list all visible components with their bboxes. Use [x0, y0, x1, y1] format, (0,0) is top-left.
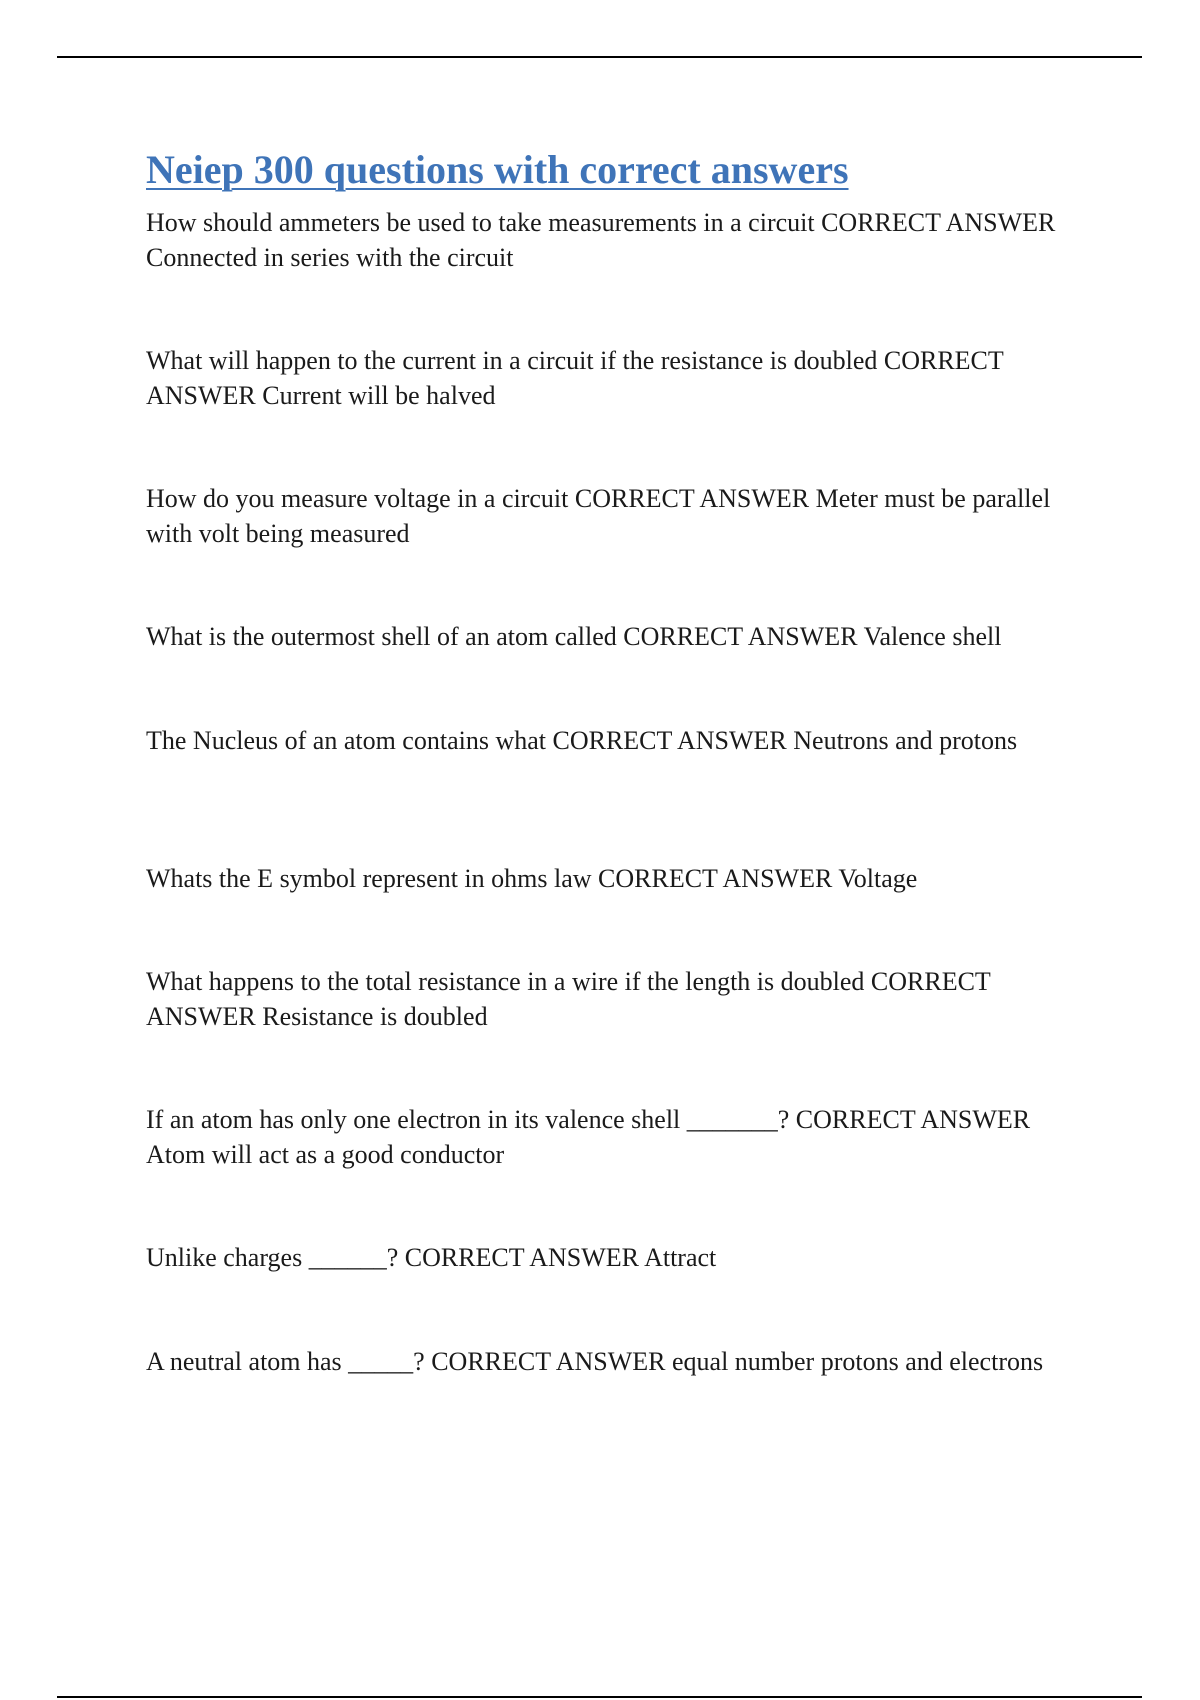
qa-item-4: What is the outermost shell of an atom called CORRECT ANSWER Valence shell	[146, 622, 1002, 651]
qa-list	[146, 206, 1086, 1414]
footer-rule	[57, 1696, 1142, 1698]
qa-item-3: How do you measure voltage in a circuit CORRECT ANSWER Meter must be parallel with volt being measured	[146, 484, 1051, 548]
qa-item-10: A neutral atom has _____? CORRECT ANSWER equal number protons and electrons	[146, 1346, 1044, 1376]
qa-item-5: The Nucleus of an atom contains what CORRECT ANSWER Neutrons and protons	[146, 725, 1018, 755]
qa-item-8: If an atom has only one electron in its valence shell _______? CORRECT ANSWER Atom will act as a good conductor	[146, 1105, 1031, 1169]
qa-item-7: What happens to the total resistance in a wire if the length is doubled CORRECT ANSWER Resistance is doubled	[146, 967, 991, 1031]
document-title: Neiep 300 questions with correct answers	[146, 147, 849, 192]
header-rule	[57, 56, 1142, 58]
document-body	[146, 142, 1086, 1414]
qa-item-2: What will happen to the current in a circuit if the resistance is doubled CORRECT ANSWER Current will be halved	[146, 346, 1004, 410]
qa-item-9: Unlike charges ______? CORRECT ANSWER Attract	[146, 1243, 717, 1272]
qa-item-1: How should ammeters be used to take measurements in a circuit CORRECT ANSWER Connected in series with the circuit	[146, 208, 1056, 272]
qa-item-6: Whats the E symbol represent in ohms law CORRECT ANSWER Voltage	[146, 863, 918, 893]
